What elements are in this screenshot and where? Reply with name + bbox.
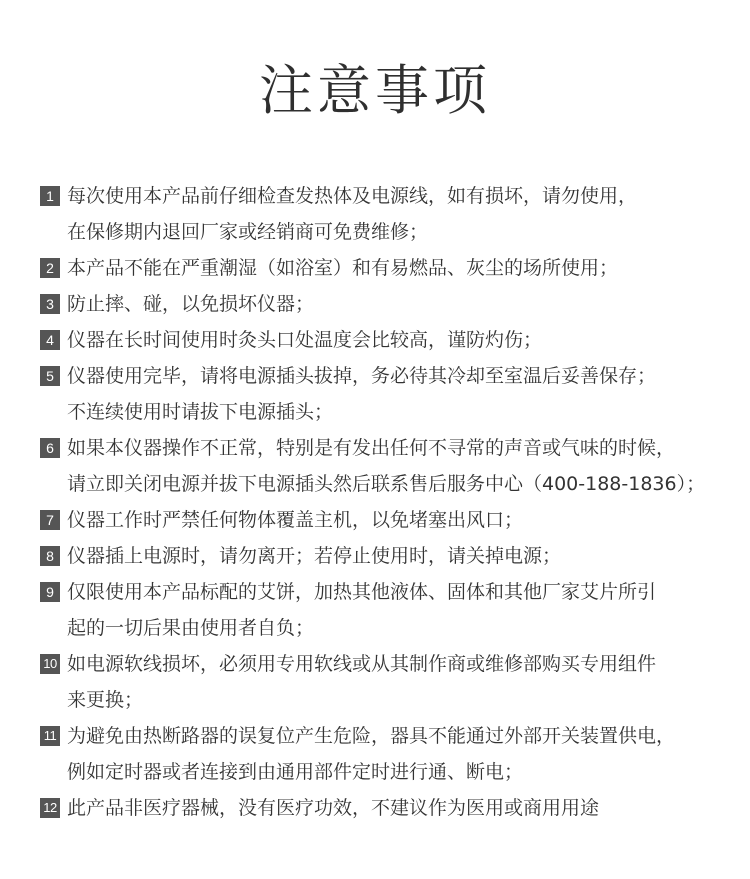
item-text: 仪器插上电源时，请勿离开；若停止使用时，请关掉电源； — [67, 545, 562, 567]
item-text: 此产品非医疗器械，没有医疗功效，不建议作为医用或商用用途 — [67, 797, 600, 819]
item-text: 为避免由热断路器的误复位产生危险，器具不能通过外部开关装置供电， — [67, 725, 676, 747]
item-number-badge: 10 — [40, 654, 60, 674]
item-text: 仪器使用完毕，请将电源插头拔掉，务必待其冷却至室温后妥善保存； — [67, 365, 657, 387]
item-text: 例如定时器或者连接到由通用部件定时进行通、断电； — [67, 761, 524, 783]
list-item-8 — [40, 538, 740, 574]
item-number-badge: 1 — [40, 186, 60, 206]
item-number-badge: 12 — [40, 798, 60, 818]
item-text: 来更换； — [67, 689, 144, 711]
item-text: 起的一切后果由使用者自负； — [67, 617, 315, 639]
list-item-3 — [40, 286, 740, 322]
item-text: 不连续使用时请拔下电源插头； — [67, 401, 334, 423]
list-item-9 — [40, 574, 740, 646]
item-number-badge: 11 — [40, 726, 60, 746]
item-number-badge: 2 — [40, 258, 60, 278]
item-number-badge: 7 — [40, 510, 60, 530]
list-item-6 — [40, 430, 740, 502]
item-text: 每次使用本产品前仔细检查发热体及电源线，如有损坏，请勿使用， — [67, 185, 638, 207]
list-item-2 — [40, 250, 740, 286]
list-item-12 — [40, 790, 740, 826]
item-number-badge: 5 — [40, 366, 60, 386]
item-number-badge: 6 — [40, 438, 60, 458]
item-text: 本产品不能在严重潮湿（如浴室）和有易燃品、灰尘的场所使用； — [67, 257, 619, 279]
list-item-4 — [40, 322, 740, 358]
notice-list — [40, 178, 740, 826]
item-text: 在保修期内退回厂家或经销商可免费维修； — [67, 221, 429, 243]
item-text: 仪器工作时严禁任何物体覆盖主机，以免堵塞出风口； — [67, 509, 524, 531]
page-title: 注意事项 — [259, 59, 491, 122]
item-number-badge: 4 — [40, 330, 60, 350]
list-item-5 — [40, 358, 740, 430]
item-text: 如电源软线损坏，必须用专用软线或从其制作商或维修部购买专用组件 — [67, 653, 657, 675]
item-number-badge: 9 — [40, 582, 60, 602]
item-text: 仅限使用本产品标配的艾饼，加热其他液体、固体和其他厂家艾片所引 — [67, 581, 657, 603]
item-text: 请立即关闭电源并拔下电源插头然后联系售后服务中心（400-188-1836）； — [67, 473, 706, 495]
item-text: 仪器在长时间使用时灸头口处温度会比较高，谨防灼伤； — [67, 329, 543, 351]
list-item-11 — [40, 718, 740, 790]
item-text: 防止摔、碰，以免损坏仪器； — [67, 293, 315, 315]
list-item-1 — [40, 178, 740, 250]
item-number-badge: 3 — [40, 294, 60, 314]
list-item-10 — [40, 646, 740, 718]
list-item-7 — [40, 502, 740, 538]
item-text: 如果本仪器操作不正常，特别是有发出任何不寻常的声音或气味的时候， — [67, 437, 676, 459]
item-number-badge: 8 — [40, 546, 60, 566]
